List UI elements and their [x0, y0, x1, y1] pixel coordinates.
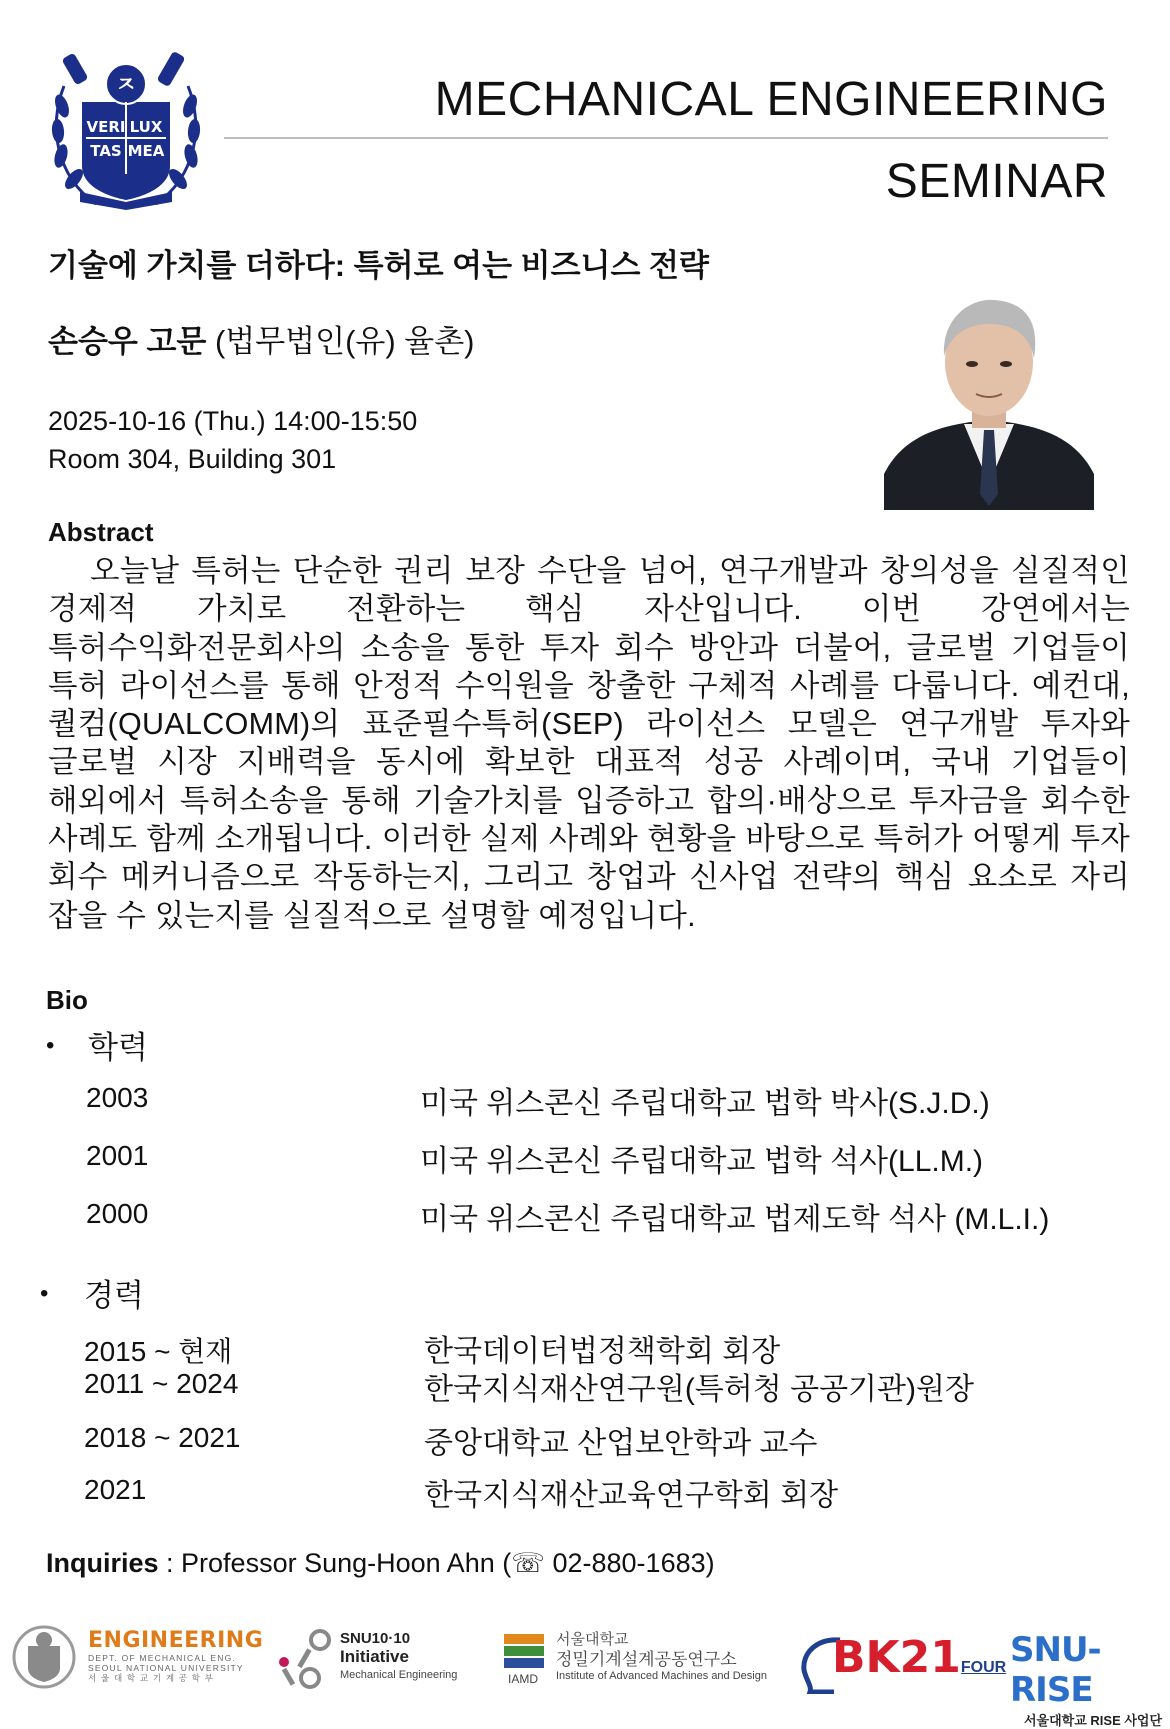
iamd-english: Institute of Advanced Machines and Design: [556, 1670, 767, 1682]
career-desc-2: 한국지식재산연구원(특허청 공공기관)원장: [424, 1373, 974, 1406]
speaker-name: 손승우 고문: [48, 324, 207, 359]
education-year-2: 2001: [86, 1140, 149, 1171]
bk21-four: FOUR: [960, 1659, 1007, 1676]
snu1010-sub: Mechanical Engineering: [340, 1669, 458, 1681]
career-year-2: 2011 ~ 2024: [84, 1368, 239, 1399]
iamd-logo: [556, 1630, 767, 1682]
header-department: MECHANICAL ENGINEERING: [434, 73, 1108, 126]
education-bullet: •: [46, 1032, 55, 1059]
iamd-abbr: IAMD: [508, 1672, 538, 1686]
seminar-datetime-location: [48, 402, 417, 478]
header-divider: [224, 137, 1108, 139]
logo-text-mea: MEA: [127, 142, 165, 160]
career-year-1: 2015 ~ 현재: [84, 1336, 233, 1367]
logo-text-tas: TAS: [90, 142, 122, 160]
education-desc-2: 미국 위스콘신 주립대학교 법학 석사(LL.M.): [420, 1145, 984, 1178]
inquiries: [46, 1548, 715, 1579]
snu-rise-logo: [1010, 1630, 1170, 1729]
speaker-affiliation: (법무법인(유) 율촌): [206, 324, 475, 359]
iamd-korean-1: 서울대학교: [556, 1631, 629, 1648]
career-label: 경력: [84, 1278, 144, 1313]
snu1010-mark-icon: [276, 1628, 336, 1690]
iamd-mark-icon: [504, 1634, 544, 1668]
career-year-3: 2018 ~ 2021: [84, 1422, 241, 1453]
education-label: 학력: [88, 1030, 148, 1065]
education-year-3: 2000: [86, 1198, 149, 1229]
logo-text-lux: LUX: [129, 118, 163, 136]
svg-text:ㅈ: ㅈ: [115, 72, 137, 98]
career-desc-1: 한국데이터법정책학회 회장: [424, 1335, 781, 1368]
abstract-text: 오늘날 특허는 단순한 권리 보장 수단을 넘어, 연구개발과 창의성을 실질적인 경제적 가치로 전환하는 핵심 자산입니다. 이번 강연에서는 특허수익화전문회사의 소송을 통한 투자 회수 방안과 더불어, 글로벌 기업들이 특허 라이선스를 통해 안정적 수익원을 창출한 구체적 사례를 다룹니다. 예컨대, 퀄컴(QUALCOMM)의 표준필수특허(SEP) 라이선스 모델은 연구개발 투자와 글로벌 시장 지배력을 동시에 확보한 대표적 성공 사례이며, 국내 기업들이 해외에서 특허소송을 통해 기술가치를 입증하고 합의·배상으로 투자금을 회수한 사례도 함께 소개됩니다. 이러한 실제 사례와 현황을 바탕으로 특허가 어떻게 투자 회수 메커니즘으로 작동하는지, 그리고 창업과 신사업 전략의 핵심 요소로 자리 잡을 수 있는지를 실질적으로 설명할 예정입니다.: [48, 554, 1130, 933]
snu-emblem-logo: [46, 46, 206, 212]
bk21-logo: [832, 1632, 1006, 1683]
inquiries-label: Inquiries: [46, 1548, 159, 1578]
eng-logo-sub2: SEOUL NATIONAL UNIVERSITY: [88, 1663, 244, 1673]
logo-text-veri: VERI: [86, 118, 126, 136]
career-year-4: 2021: [84, 1474, 147, 1505]
iamd-korean-2: 정밀기계설계공동연구소: [556, 1650, 737, 1669]
snu-emblem-small-icon: [12, 1624, 76, 1690]
snu1010-logo: [340, 1630, 457, 1681]
education-year-1: 2003: [86, 1082, 149, 1113]
eng-logo: [88, 1628, 263, 1683]
eng-logo-sub1: DEPT. OF MECHANICAL ENG.: [88, 1653, 236, 1663]
bk21-title: BK21: [832, 1632, 961, 1683]
snu1010-initiative: Initiative: [340, 1647, 409, 1666]
education-desc-1: 미국 위스콘신 주립대학교 법학 박사(S.J.D.): [420, 1087, 990, 1120]
inquiries-contact: : Professor Sung-Hoon Ahn (☏ 02-880-1683): [158, 1548, 715, 1578]
snu-rise-title: SNU-RISE: [1010, 1630, 1101, 1710]
seminar-datetime: 2025-10-16 (Thu.) 14:00-15:50: [48, 406, 418, 436]
bio-heading: Bio: [46, 985, 88, 1015]
career-bullet: •: [40, 1280, 49, 1307]
speaker: [48, 316, 474, 361]
header-seminar: SEMINAR: [885, 155, 1108, 208]
snu-rise-sub: 서울대학교 RISE 사업단: [1024, 1713, 1163, 1728]
career-desc-3: 중앙대학교 산업보안학과 교수: [424, 1427, 818, 1460]
abstract-heading: Abstract: [48, 517, 154, 547]
seminar-title: 기술에 가치를 더하다: 특허로 여는 비즈니스 전략: [48, 248, 709, 283]
seminar-room: Room 304, Building 301: [48, 444, 337, 474]
speaker-photo: [884, 284, 1094, 510]
eng-logo-title: ENGINEERING: [88, 1628, 264, 1653]
education-desc-3: 미국 위스콘신 주립대학교 법제도학 석사 (M.L.I.): [420, 1203, 1050, 1236]
career-desc-4: 한국지식재산교육연구학회 회장: [424, 1479, 839, 1512]
snu1010-title: SNU10·10: [340, 1630, 411, 1647]
eng-logo-sub3: 서 울 대 학 교 기 계 공 학 부: [88, 1673, 215, 1683]
